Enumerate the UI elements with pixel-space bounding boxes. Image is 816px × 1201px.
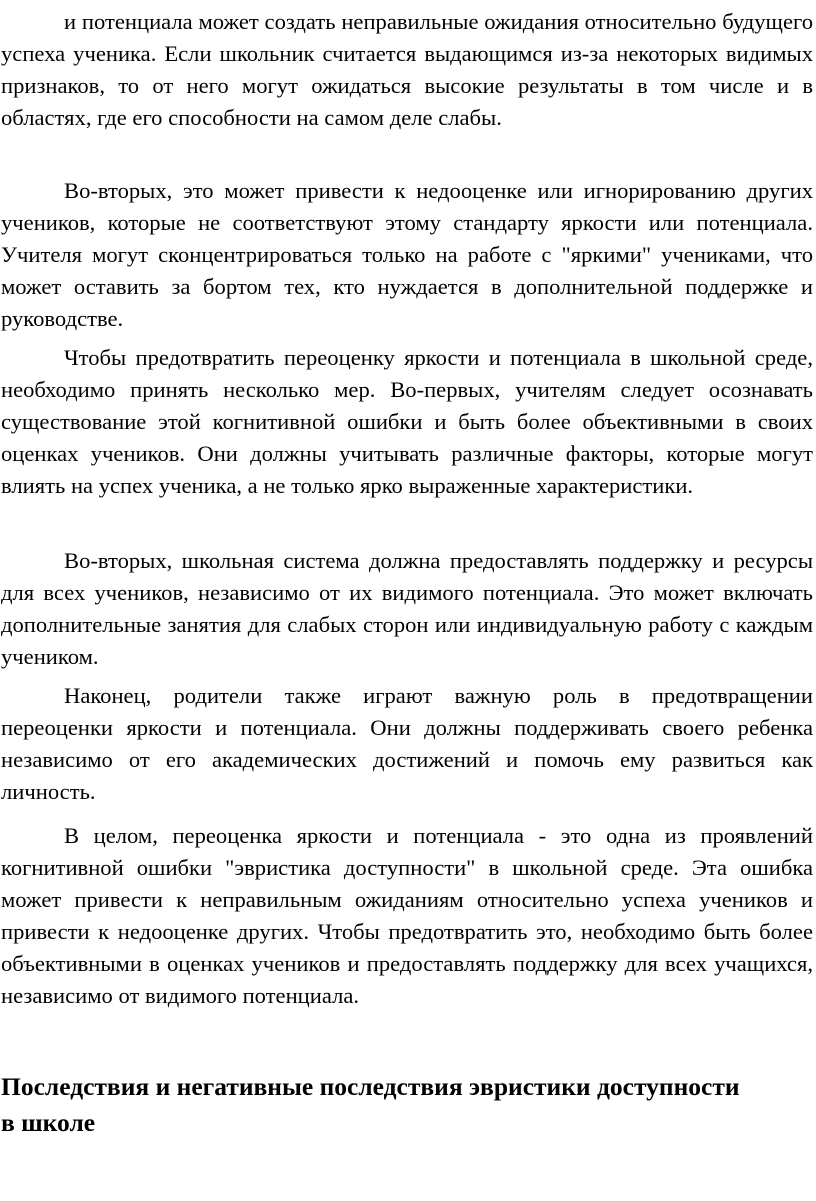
paragraph-3: Чтобы предотвратить переоценку яркости и потенциала в школьной среде, необходимо принять несколько мер. Во-первых, учителям следует осознавать существование этой когнитивной ошибки и быть более объективными в своих оценках учеников. Они должны учитывать различные факторы, которые могут влиять на успех ученика, а не только ярко выраженные характеристики. xyxy=(1,345,813,499)
paragraph-2: Во-вторых, это может привести к недооценке или игнорированию других учеников, которые не соответствуют этому стандарту яркости или потенциала. Учителя могут сконцентрироваться только на работе с "яркими" учениками, что может оставить за бортом тех, кто нуждается в дополнительной поддержке и руководстве. xyxy=(1,178,813,332)
paragraph-1-text: и потенциала может создать неправильные ожидания относительно будущего успеха ученика. Если школьник считается выдающимся из-за некоторых видимых признаков, то от него могут ожидаться высокие результаты в том числе и в областях, где его способности на самом деле слабы. xyxy=(1,9,813,131)
paragraph-5: Наконец, родители также играют важную роль в предотвращении переоценки яркости и потенциала. Они должны поддерживать своего ребенка независимо от его академических достижений и помочь ему развиться как личность. xyxy=(1,683,813,805)
paragraph-4: Во-вторых, школьная система должна предоставлять поддержку и ресурсы для всех учеников, независимо от их видимого потенциала. Это может включать дополнительные занятия для слабых сторон или индивидуальную работу с каждым учеником. xyxy=(1,548,813,670)
paragraph-6: В целом, переоценка яркости и потенциала - это одна из проявлений когнитивной ошибки "эвристика доступности" в школьной среде. Эта ошибка может привести к неправильным ожиданиям относительно успеха учеников и привести к недооценке других. Чтобы предотвратить это, необходимо быть более объективными в оценках учеников и предоставлять поддержку для всех учащихся, независимо от видимого потенциала. xyxy=(1,823,813,1009)
section-heading: Последствия и негативные последствия эвристики доступности в школе xyxy=(1,1072,740,1137)
paragraph-continuation xyxy=(1,6,813,134)
